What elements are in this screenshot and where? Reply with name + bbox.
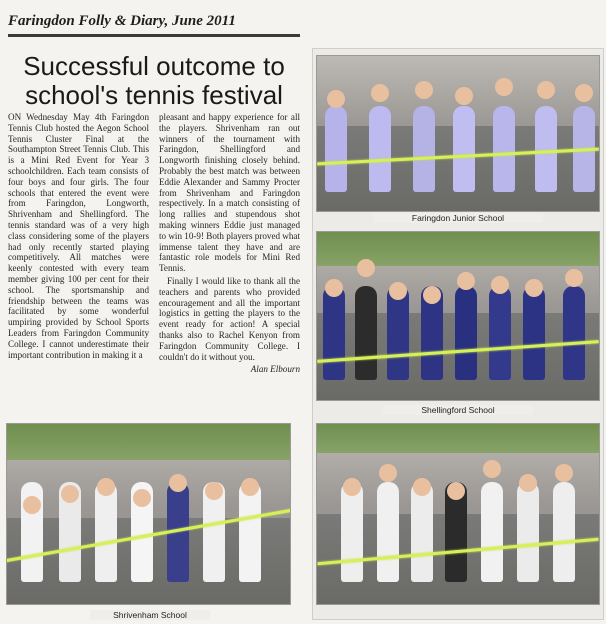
article-column-2 bbox=[159, 112, 300, 414]
photo-caption: Shellingford School bbox=[383, 405, 533, 415]
photo-caption: Faringdon Junior School bbox=[373, 213, 543, 223]
photo-shellingford-school bbox=[316, 231, 600, 401]
article-paragraph: Finally I would like to thank all the teachers and parents who provided encouragement and all the important logistics in getting the players to the event ready for action! A special thanks also to Rachel Kenyon from Faringdon Community College. I couldn't do it without you. bbox=[159, 275, 300, 362]
masthead: Faringdon Folly & Diary, June 2011 bbox=[8, 8, 300, 37]
photo-shrivenham-school bbox=[6, 423, 291, 605]
article-paragraph: pleasant and happy experience for all the players. Shrivenham ran out winners of the tournament with Faringdon, Shellingford and Longworth finishing closely behind. Probably the best match was between Eddie Alexander and Sammy Procter from Shrivenham and Faringdon respectively. In a match consisting of long rallies and stupendous shot making winners Eddie just managed to win 10-9! Both players proved what immense talent they have and are fantastic role models for Mini Red Tennis. bbox=[159, 112, 300, 274]
headline: Successful outcome to school's tennis festival bbox=[23, 51, 285, 110]
byline: Alan Elbourn bbox=[250, 364, 300, 375]
article-paragraph: ON Wednesday May 4th Faringdon Tennis Club hosted the Aegon School Tennis Cluster Final at the Southampton Street Tennis Club. This is a Mini Red Event for Year 3 schoolchildren. Each team consists of four boys and four girls. The four schools that entered the event were from Faringdon, Longworth, Shrivenham and Shellingford. The tennis standard was of a very high class considering some of the players had only recently started playing competitively. All matches were keenly contested with every team member giving 100 per cent for their school. The sportsmanship and friendship between the teams was facilitated by some wonderful umpiring provided by School Sports Leaders from Faringdon Community College. I cannot underestimate their important contribution in making it a bbox=[8, 112, 149, 360]
photo-faringdon-junior-school bbox=[316, 55, 600, 212]
photo-fourth-school bbox=[316, 423, 600, 605]
photo-caption: Shrivenham School bbox=[90, 610, 210, 620]
photo-panel bbox=[312, 48, 604, 620]
article-column-1 bbox=[8, 112, 149, 414]
article-body bbox=[8, 112, 300, 414]
